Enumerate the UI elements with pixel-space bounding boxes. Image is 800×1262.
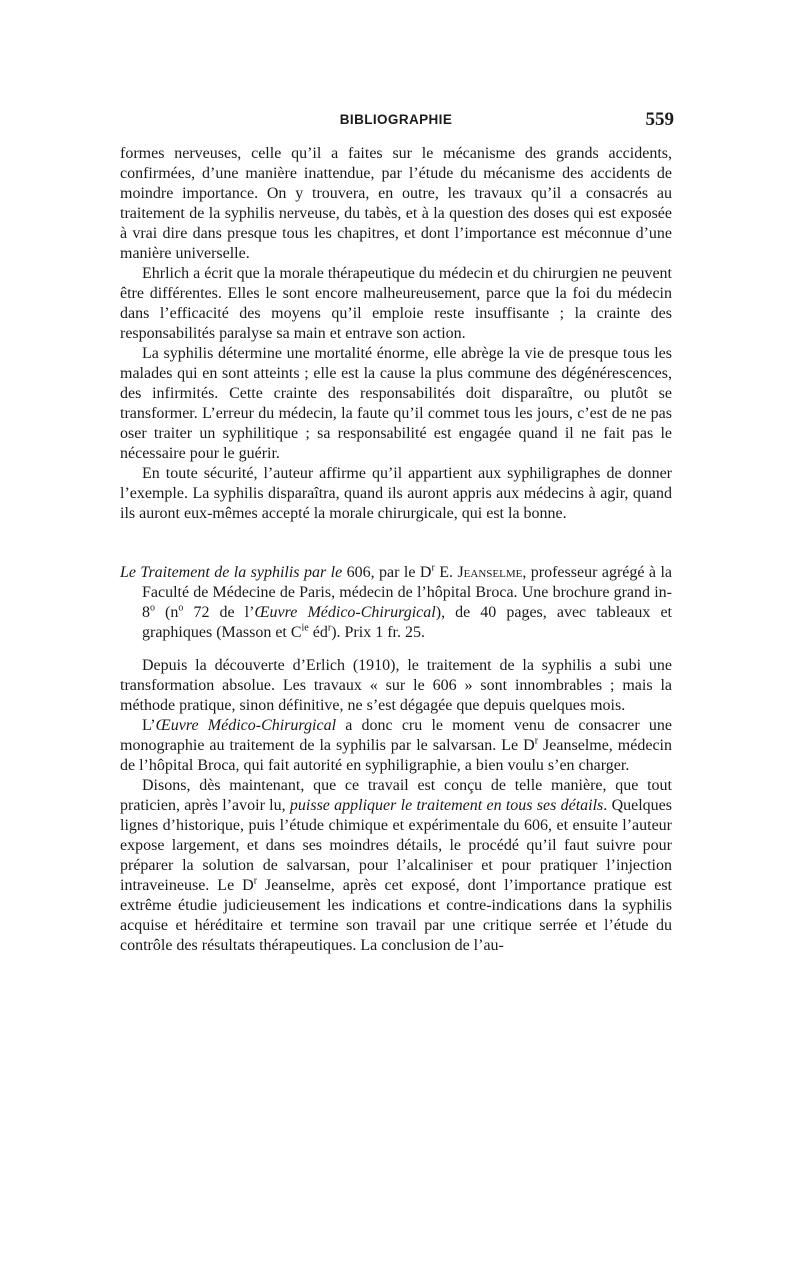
emphasis-text: puisse appliquer le traitement en tous ses détails [289, 797, 604, 814]
page-number: 559 [645, 109, 674, 130]
paragraph-security: En toute sécurité, l’auteur affirme qu’il appartient aux syphiligraphes de donner l’exemple. La syphilis disparaîtra, quand ils auront appris aux médecins à agir, quand ils auront eux-mêmes accepté la morale chirurgicale, qui est la bonne. [120, 465, 672, 522]
entry-title-number: 606 [346, 564, 371, 581]
paragraph-ehrlich: Ehrlich a écrit que la morale thérapeutique du médecin et du chirurgien ne peuvent être différentes. Elles le sont encore malheureusement, parce que la foi du médecin dans l’efficacité des moyens qu’il emploie reste insuffisante ; la crainte des responsabilités paralyse sa main et entrave son action. [120, 265, 672, 342]
running-title: BIBLIOGRAPHIE [339, 112, 453, 127]
running-head [120, 109, 674, 134]
entry-affiliation: , professeur agrégé à la Faculté de Médecine de Paris, médecin de l’hôpital Broca. Une brochure grand in-8 [142, 564, 673, 621]
entry-series-title: Œuvre Médico-Chirurgical [254, 604, 436, 621]
paragraph-mortality: La syphilis détermine une mortalité énorme, elle abrège la vie de presque tous les malades qui en sont atteints ; elle est la cause la plus commune des dégénérescences, des infirmités. Cette crainte des responsabilités doit disparaître, ou plutôt se transformer. L’erreur du médecin, la faute qu’il commet tous les jours, c’est de ne pas oser traiter un syphilitique ; sa responsabilité est engagée quand il ne fait pas le nécessaire pour le guérir. [120, 345, 672, 462]
paragraph-continued: formes nerveuses, celle qu’il a faites sur le mécanisme des grands accidents, confirmées, d’une manière inattendue, par l’étude du mécanisme des accidents de moindre importance. On y trouvera, en outre, les travaux qu’il a consacrés au traitement de la syphilis nerveuse, du tabès, et à la question des doses qui est exposée à vrai dire dans presque tous les chapitres, et dont l’importance est méconnue d’une manière universelle. [120, 145, 672, 262]
paragraph-monograph: L’Œuvre Médico-Chirurgical a donc cru le moment venu de consacrer une monographie au traitement de la syphilis par le salvarsan. Le $D^r$ Jeanselme, médecin de l’hôpital Broca, qui fait autorité en syphiligraphie, a bien voulu s’en charger. [120, 717, 672, 774]
work-title: Œuvre Médico-Chirurgical [155, 717, 337, 734]
bibliography-entry: Le Traitement de la syphilis par le 606, par le $D^r$ E. Jeanselme, professeur agrégé à la Faculté de Médecine de Paris, médecin de l’hôpital Broca. Une brochure grand in-8$^o$ ($n^o$ 72 de l’Œuvre Médico-Chirurgical), de 40 pages, avec tableaux et graphiques (Masson et $C^{ie}$ $éd^r$). Prix 1 fr. 25. [120, 562, 673, 641]
paragraph-summary: Disons, dès maintenant, que ce travail est conçu de telle manière, que tout praticien, après l’avoir lu, puisse appliquer le traitement en tous ses détails. Quelques lignes d’historique, puis l’étude chimique et expérimentale du 606, et ensuite l’auteur expose largement, et dans ses moindres détails, le procédé qu’il faut suivre pour préparer la solution de salvarsan, pour l’alcaliniser et pour pratiquer l’injection intraveineuse. Le $D^r$ Jeanselme, après cet exposé, dont l’importance pratique est extrême étudie judicieusement les indications et contre-indications dans la syphilis acquise et héréditaire et termine son travail par une critique serrée et l’étude du contrôle des résultats thérapeutiques. La conclusion de l’au- [120, 777, 672, 954]
page [120, 109, 674, 956]
entry-title: Le Traitement de la syphilis par le [120, 564, 343, 581]
entry-price: ). Prix 1 fr. 25. [331, 624, 425, 641]
paragraph-discovery: Depuis la découverte d’Erlich (1910), le traitement de la syphilis a subi une transformation absolue. Les travaux « sur le 606 » sont innombrables ; mais la méthode pratique, sinon définitive, ne s’est dégagée que depuis quelques mois. [120, 657, 672, 714]
entry-author: Jeanselme [457, 564, 523, 581]
